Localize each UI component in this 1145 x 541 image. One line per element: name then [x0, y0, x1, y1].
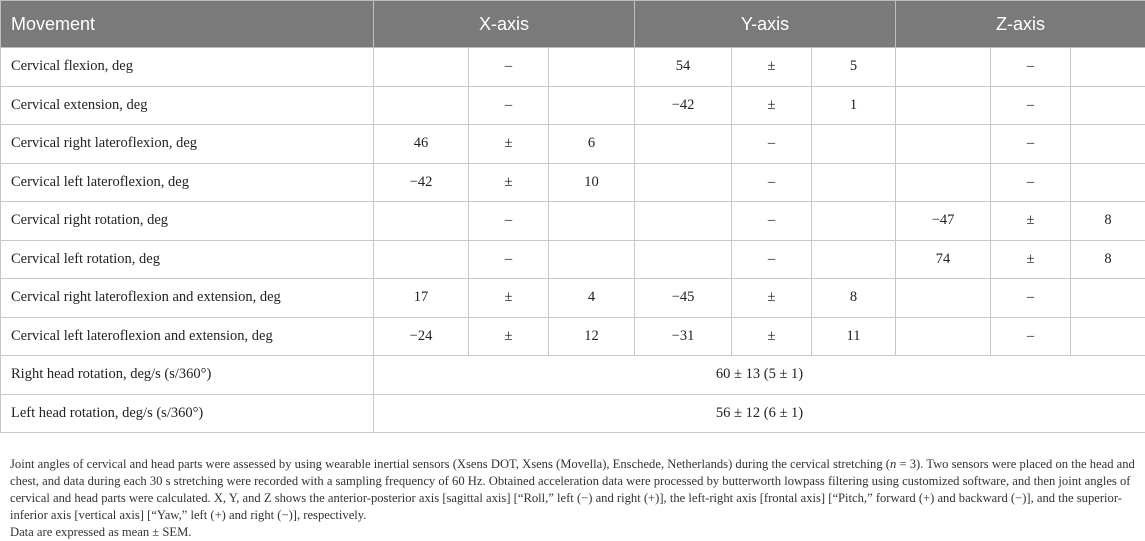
- x-axis-mean-cell: 46: [374, 125, 469, 164]
- x-axis-pm-cell: –: [469, 86, 549, 125]
- y-axis-pm-cell: –: [732, 163, 812, 202]
- x-axis-mean-cell: [374, 86, 469, 125]
- header-x-axis: X-axis: [374, 1, 635, 48]
- x-axis-sem-cell: 4: [549, 279, 635, 318]
- z-axis-mean-cell: −47: [896, 202, 991, 241]
- head-rotation-value-cell: 60 ± 13 (5 ± 1): [374, 356, 1145, 395]
- table-row: [1, 86, 1145, 125]
- table-row: [1, 317, 1145, 356]
- z-axis-mean-cell: [896, 48, 991, 87]
- z-axis-pm-cell: –: [991, 279, 1071, 318]
- y-axis-mean-cell: −42: [635, 86, 732, 125]
- y-axis-sem-cell: 8: [812, 279, 896, 318]
- x-axis-sem-cell: 12: [549, 317, 635, 356]
- x-axis-pm-cell: ±: [469, 279, 549, 318]
- movement-label: Cervical right rotation, deg: [1, 202, 374, 241]
- table-row: [1, 240, 1145, 279]
- y-axis-pm-cell: ±: [732, 86, 812, 125]
- header-movement: Movement: [1, 1, 374, 48]
- y-axis-mean-cell: −45: [635, 279, 732, 318]
- y-axis-pm-cell: ±: [732, 48, 812, 87]
- movement-label: Cervical left lateroflexion and extension, deg: [1, 317, 374, 356]
- y-axis-mean-cell: [635, 125, 732, 164]
- header-z-axis: Z-axis: [896, 1, 1145, 48]
- table-row: [1, 356, 1145, 395]
- y-axis-pm-cell: ±: [732, 317, 812, 356]
- y-axis-sem-cell: [812, 125, 896, 164]
- z-axis-mean-cell: 74: [896, 240, 991, 279]
- z-axis-sem-cell: [1071, 317, 1145, 356]
- z-axis-sem-cell: [1071, 86, 1145, 125]
- y-axis-pm-cell: –: [732, 125, 812, 164]
- x-axis-sem-cell: 6: [549, 125, 635, 164]
- movement-label: Cervical flexion, deg: [1, 48, 374, 87]
- header-y-axis: Y-axis: [635, 1, 896, 48]
- movement-label: Cervical left rotation, deg: [1, 240, 374, 279]
- z-axis-pm-cell: –: [991, 125, 1071, 164]
- z-axis-pm-cell: ±: [991, 202, 1071, 241]
- x-axis-sem-cell: [549, 48, 635, 87]
- movement-label: Cervical left lateroflexion, deg: [1, 163, 374, 202]
- table-row: [1, 394, 1145, 433]
- y-axis-sem-cell: 1: [812, 86, 896, 125]
- y-axis-sem-cell: [812, 240, 896, 279]
- z-axis-pm-cell: –: [991, 48, 1071, 87]
- z-axis-pm-cell: ±: [991, 240, 1071, 279]
- y-axis-sem-cell: [812, 163, 896, 202]
- y-axis-sem-cell: [812, 202, 896, 241]
- z-axis-pm-cell: –: [991, 163, 1071, 202]
- footnote-methods: [10, 456, 1138, 524]
- x-axis-pm-cell: ±: [469, 163, 549, 202]
- footnote-text-a: Joint angles of cervical and head parts were assessed by using wearable inertial sensors (Xsens DOT, Xsens (Movella), Enschede, Netherlands) during the cervical stretching (: [10, 457, 890, 471]
- x-axis-pm-cell: –: [469, 48, 549, 87]
- movement-label: Right head rotation, deg/s (s/360°): [1, 356, 374, 395]
- y-axis-sem-cell: 5: [812, 48, 896, 87]
- x-axis-sem-cell: [549, 240, 635, 279]
- z-axis-mean-cell: [896, 125, 991, 164]
- z-axis-mean-cell: [896, 279, 991, 318]
- movement-label: Cervical right lateroflexion and extension, deg: [1, 279, 374, 318]
- y-axis-mean-cell: −31: [635, 317, 732, 356]
- z-axis-mean-cell: [896, 163, 991, 202]
- y-axis-mean-cell: 54: [635, 48, 732, 87]
- footnote-data-expression: Data are expressed as mean ± SEM.: [10, 524, 1138, 541]
- x-axis-mean-cell: 17: [374, 279, 469, 318]
- z-axis-mean-cell: [896, 86, 991, 125]
- y-axis-pm-cell: –: [732, 240, 812, 279]
- y-axis-pm-cell: ±: [732, 279, 812, 318]
- table-footnotes: [10, 456, 1138, 541]
- x-axis-pm-cell: –: [469, 202, 549, 241]
- x-axis-mean-cell: [374, 48, 469, 87]
- z-axis-pm-cell: –: [991, 317, 1071, 356]
- x-axis-sem-cell: 10: [549, 163, 635, 202]
- table-row: [1, 125, 1145, 164]
- x-axis-sem-cell: [549, 86, 635, 125]
- table-row: [1, 202, 1145, 241]
- x-axis-pm-cell: –: [469, 240, 549, 279]
- y-axis-mean-cell: [635, 240, 732, 279]
- x-axis-mean-cell: −24: [374, 317, 469, 356]
- z-axis-sem-cell: [1071, 279, 1145, 318]
- x-axis-mean-cell: [374, 202, 469, 241]
- table-row: [1, 48, 1145, 87]
- z-axis-mean-cell: [896, 317, 991, 356]
- footnote-text-b: = 3). Two sensors were placed on the head and chest, and data during each 30 s stretching were recorded with a sampling frequency of 60 Hz. Obtained acceleration data were processed by butterworth lowpass filtering using customized software, and then joint angles of cervical and head parts were calculated. X, Y, and Z shows the anterior-posterior axis [sagittal axis] [“Roll,” left (−) and right (+)], the left-right axis [frontal axis] [“Pitch,” forward (+) and backward (−)], and the superior-inferior axis [vertical axis] [“Yaw,” left (+) and right (−)], respectively.: [10, 457, 1135, 522]
- table-body: [1, 48, 1145, 433]
- x-axis-pm-cell: ±: [469, 317, 549, 356]
- z-axis-sem-cell: [1071, 163, 1145, 202]
- x-axis-mean-cell: −42: [374, 163, 469, 202]
- z-axis-sem-cell: [1071, 125, 1145, 164]
- z-axis-sem-cell: [1071, 48, 1145, 87]
- x-axis-sem-cell: [549, 202, 635, 241]
- table-row: [1, 279, 1145, 318]
- movement-label: Cervical right lateroflexion, deg: [1, 125, 374, 164]
- x-axis-pm-cell: ±: [469, 125, 549, 164]
- footnote-n-symbol: n: [890, 457, 896, 471]
- table-header-row: [1, 1, 1145, 48]
- y-axis-mean-cell: [635, 163, 732, 202]
- z-axis-sem-cell: 8: [1071, 202, 1145, 241]
- head-rotation-value-cell: 56 ± 12 (6 ± 1): [374, 394, 1145, 433]
- table-row: [1, 163, 1145, 202]
- y-axis-mean-cell: [635, 202, 732, 241]
- movement-label: Left head rotation, deg/s (s/360°): [1, 394, 374, 433]
- z-axis-sem-cell: 8: [1071, 240, 1145, 279]
- x-axis-mean-cell: [374, 240, 469, 279]
- y-axis-pm-cell: –: [732, 202, 812, 241]
- movement-label: Cervical extension, deg: [1, 86, 374, 125]
- y-axis-sem-cell: 11: [812, 317, 896, 356]
- z-axis-pm-cell: –: [991, 86, 1071, 125]
